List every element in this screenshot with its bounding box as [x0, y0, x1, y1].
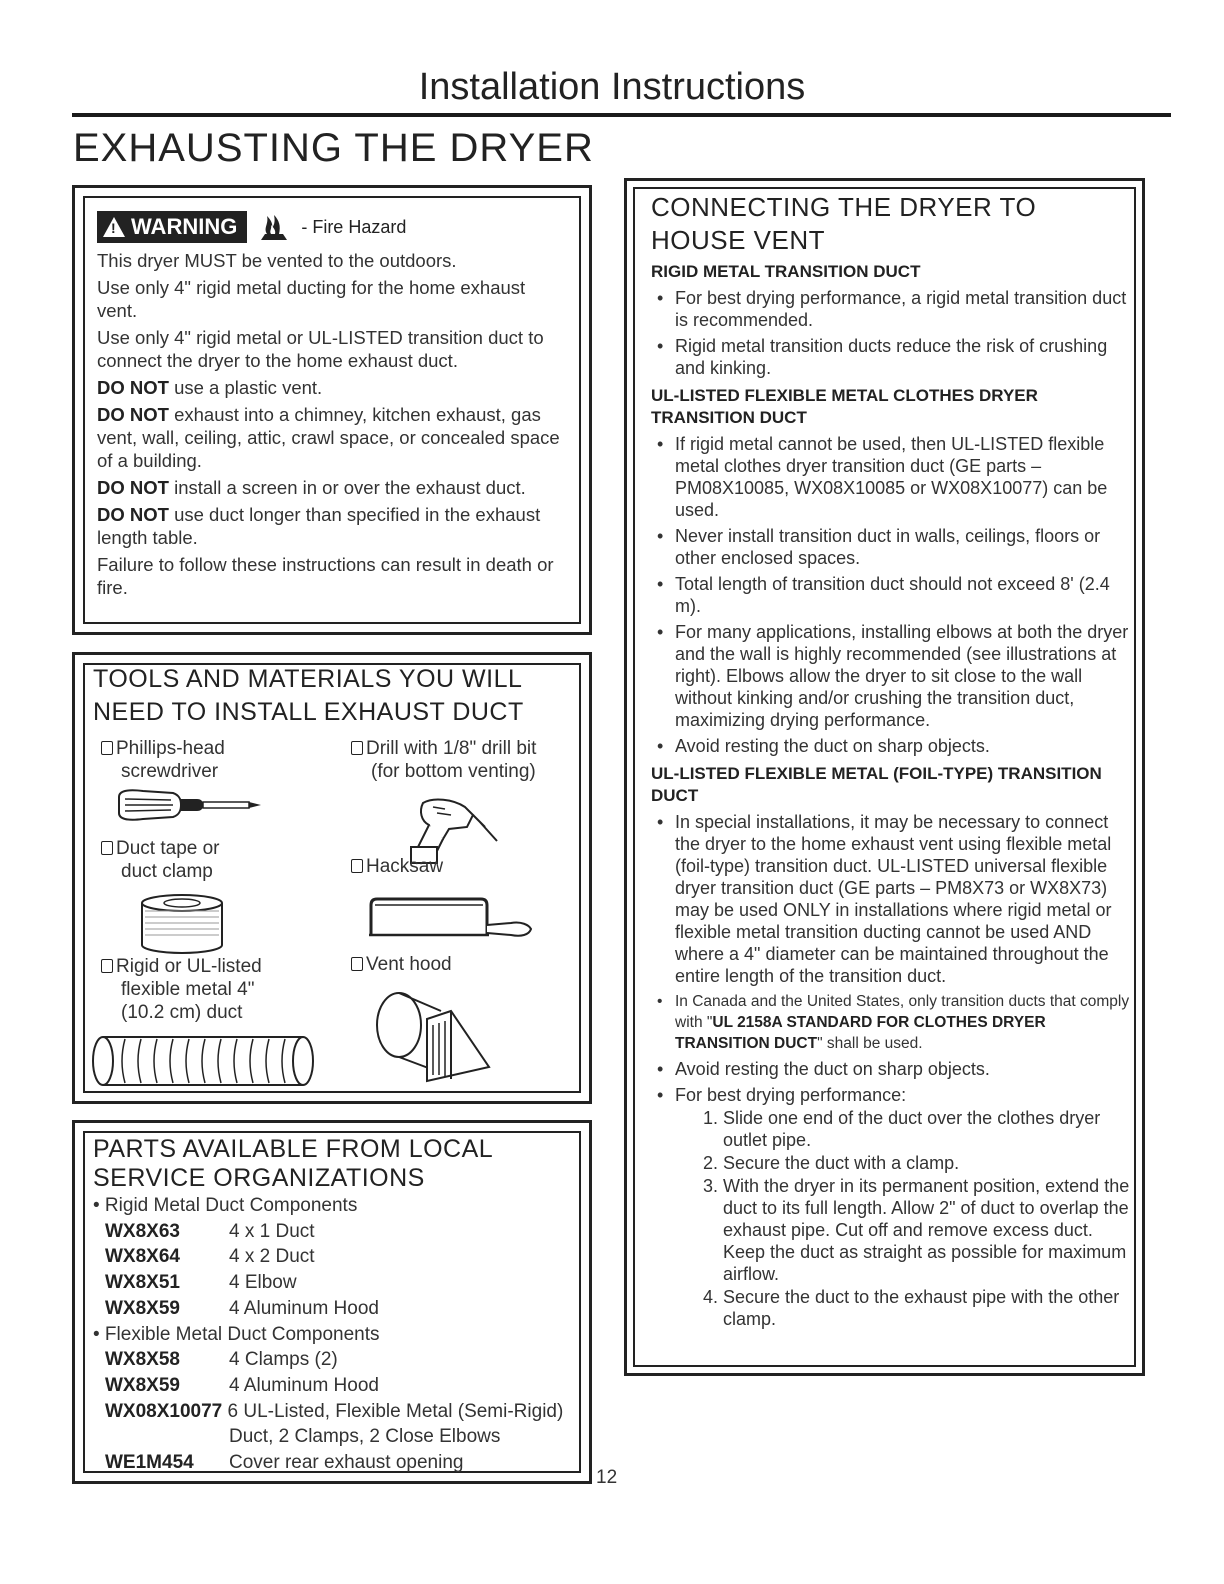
parts-title-line1: PARTS AVAILABLE FROM LOCAL — [93, 1135, 494, 1163]
parts-box — [72, 1120, 592, 1484]
donot-text: exhaust into a chimney, kitchen exhaust, gas vent, wall, ceiling, attic, crawl space, or concealed space of a building. — [97, 404, 560, 471]
part-number: WX8X64 — [105, 1246, 180, 1268]
ul-standard-name: UL 2158A STANDARD FOR CLOTHES DRYER TRANSITION DUCT — [675, 1014, 1046, 1052]
step-text: Secure the duct to the exhaust pipe with the other clamp. — [723, 1287, 1120, 1329]
part-number: WX08X10077 — [105, 1400, 223, 1422]
part-number: WX8X58 — [105, 1349, 180, 1371]
connecting-box — [624, 178, 1145, 1376]
part-number: WX8X63 — [105, 1220, 180, 1242]
donot-label: DO NOT — [97, 477, 169, 498]
tool-label: screwdriver — [121, 761, 219, 782]
vent-hood-icon — [371, 985, 499, 1085]
part-row — [93, 1347, 583, 1373]
bullet-item: • In special installations, it may be necessary to connect the dryer to the home exhaust vent using flexible metal (foil-type) transition duct. UL-LISTED universal flexible dryer transition duct (GE parts – PM8X73 or WX8X73) may be used ONLY in installations where rigid metal or flexible metal transition ducting cannot be used AND where a 4" diameter can be maintained throughout the entire length of the transition duct. — [651, 811, 1131, 987]
part-desc: 6 UL-Listed, Flexible Metal (Semi-Rigid) — [227, 1400, 564, 1422]
step-item — [651, 1286, 1131, 1330]
tool-drill — [351, 737, 536, 783]
step-text: Slide one end of the duct over the clothes dryer outlet pipe. — [723, 1108, 1101, 1150]
tools-box — [72, 652, 592, 1104]
tool-label: Drill with 1/8" drill bit — [366, 738, 537, 759]
donot-text: install a screen in or over the exhaust duct. — [168, 477, 526, 498]
bullet-item: • Avoid resting the duct on sharp objects. — [651, 735, 1131, 757]
bullet-item: • For best drying performance: — [651, 1084, 1131, 1106]
step-item — [651, 1175, 1131, 1285]
part-number: WX8X59 — [105, 1297, 180, 1319]
step-number: 2. — [703, 1153, 719, 1173]
part-desc-continued: Duct, 2 Clamps, 2 Close Elbows — [229, 1426, 501, 1448]
part-number: WX8X51 — [105, 1272, 180, 1294]
foil-heading: UL-LISTED FLEXIBLE METAL (FOIL-TYPE) TRANSITION DUCT — [651, 764, 1102, 805]
bullet-item: • Never install transition duct in walls, ceilings, floors or other enclosed spaces. — [651, 525, 1131, 569]
checkbox-icon — [101, 841, 113, 855]
part-desc: 4 x 1 Duct — [229, 1220, 315, 1242]
flex-heading: UL-LISTED FLEXIBLE METAL CLOTHES DRYER TRANSITION DUCT — [651, 386, 1038, 427]
tools-title: TOOLS AND MATERIALS YOU WILL NEED TO INSTALL EXHAUST DUCT — [93, 665, 524, 726]
part-row — [93, 1373, 583, 1399]
part-row — [93, 1399, 583, 1425]
donot-line — [97, 403, 567, 472]
checkbox-icon — [351, 859, 363, 873]
bullet-item: • Total length of transition duct should not exceed 8' (2.4 m). — [651, 573, 1131, 617]
warning-badge — [97, 211, 247, 243]
part-row — [93, 1244, 583, 1270]
tool-label: Vent hood — [366, 954, 452, 975]
tool-label: Rigid or UL-listed — [116, 956, 262, 977]
donot-label: DO NOT — [97, 504, 169, 525]
tool-flexible-duct — [101, 955, 262, 1024]
part-desc: 4 x 2 Duct — [229, 1246, 315, 1268]
tool-label: (10.2 cm) duct — [121, 1002, 243, 1023]
tool-label: Phillips-head — [116, 738, 225, 759]
step-text: With the dryer in its permanent position, extend the duct to its full length. Allow 2" of duct to overlap the exhaust pipe. Cut off and remove excess duct. Keep the duct as straight as possible for maximum airflow. — [723, 1176, 1130, 1284]
checkbox-icon — [351, 957, 363, 971]
checkbox-icon — [101, 959, 113, 973]
ul-text-pre: In Canada and the United States, only transition ducts that comply with " — [675, 993, 1130, 1031]
donot-text: use duct longer than specified in the exhaust length table. — [97, 504, 541, 548]
connecting-title: CONNECTING THE DRYER TO HOUSE VENT — [651, 192, 1037, 255]
tool-label: duct clamp — [121, 861, 213, 882]
section-title: EXHAUSTING THE DRYER — [73, 126, 594, 170]
tool-label: (for bottom venting) — [371, 761, 536, 782]
part-desc: 4 Elbow — [229, 1272, 297, 1294]
parts-title-line2: SERVICE ORGANIZATIONS — [93, 1164, 425, 1192]
duct-tape-icon — [137, 893, 227, 955]
donot-line — [97, 376, 567, 399]
donot-line — [97, 476, 567, 499]
tool-label: flexible metal 4" — [121, 979, 255, 1000]
checkbox-icon — [351, 741, 363, 755]
part-row — [93, 1450, 583, 1476]
step-text: Secure the duct with a clamp. — [723, 1153, 960, 1173]
step-item — [651, 1107, 1131, 1151]
donot-label: DO NOT — [97, 404, 169, 425]
step-number: 3. — [703, 1176, 719, 1196]
part-row — [93, 1219, 583, 1245]
tool-screwdriver — [101, 737, 225, 783]
tool-hacksaw — [351, 855, 443, 878]
header-rule — [72, 113, 1171, 117]
bullet-item: • For best drying performance, a rigid metal transition duct is recommended. — [651, 287, 1131, 331]
warning-badge-label: WARNING — [131, 214, 238, 239]
part-desc: 4 Clamps (2) — [229, 1349, 338, 1371]
donot-text: use a plastic vent. — [168, 377, 323, 398]
part-number: WX8X59 — [105, 1374, 180, 1396]
donot-line — [97, 503, 567, 549]
bullet-item: • Rigid metal transition ducts reduce the risk of crushing and kinking. — [651, 335, 1131, 379]
donot-label: DO NOT — [97, 377, 169, 398]
warning-final: Failure to follow these instructions can result in death or fire. — [97, 554, 554, 598]
hacksaw-icon — [361, 895, 536, 947]
bullet-item: • For many applications, installing elbows at both the dryer and the wall is highly recommended (see illustrations at right). Elbows allow the dryer to sit close to the wall without kinking and/or crushing the transition duct, maximizing drying performance. — [651, 621, 1131, 731]
checkbox-icon — [101, 741, 113, 755]
rigid-components-heading: • Rigid Metal Duct Components — [93, 1195, 358, 1216]
part-desc: Cover rear exhaust opening — [229, 1452, 464, 1474]
tool-duct-tape — [101, 837, 220, 883]
page-number: 12 — [596, 1467, 618, 1488]
part-number: WE1M454 — [105, 1452, 194, 1474]
bullet-item: • Avoid resting the duct on sharp objects. — [651, 1058, 1131, 1080]
tool-vent-hood — [351, 953, 452, 976]
part-row — [93, 1270, 583, 1296]
fire-icon — [257, 212, 291, 242]
part-desc: 4 Aluminum Hood — [229, 1374, 379, 1396]
warning-line: Use only 4" rigid metal or UL-LISTED transition duct to connect the dryer to the home exhaust duct. — [97, 327, 544, 371]
part-row — [93, 1296, 583, 1322]
warning-line: This dryer MUST be vented to the outdoors. — [97, 250, 457, 271]
warning-box — [72, 185, 592, 635]
bullet-item-ul-standard — [651, 991, 1131, 1054]
ul-text-post: " shall be used. — [817, 1035, 923, 1052]
page-header-title: Installation Instructions — [418, 66, 806, 108]
fire-hazard-label: - Fire Hazard — [301, 216, 407, 237]
tool-label: Hacksaw — [366, 856, 444, 877]
flexible-duct-icon — [89, 1031, 319, 1091]
warning-line: Use only 4" rigid metal ducting for the home exhaust vent. — [97, 277, 526, 321]
step-number: 4. — [703, 1287, 719, 1307]
rigid-heading: RIGID METAL TRANSITION DUCT — [651, 262, 921, 281]
step-number: 1. — [703, 1108, 719, 1128]
step-item — [651, 1152, 1131, 1174]
bullet-item: • If rigid metal cannot be used, then UL-LISTED flexible metal clothes dryer transition duct (GE parts – PM08X10085, WX08X10085 or WX08X10077) can be used. — [651, 433, 1131, 521]
screwdriver-icon — [113, 785, 263, 825]
tool-label: Duct tape or — [116, 838, 220, 859]
flex-components-heading: • Flexible Metal Duct Components — [93, 1323, 380, 1345]
warning-triangle-icon — [103, 217, 125, 237]
part-desc: 4 Aluminum Hood — [229, 1297, 379, 1319]
